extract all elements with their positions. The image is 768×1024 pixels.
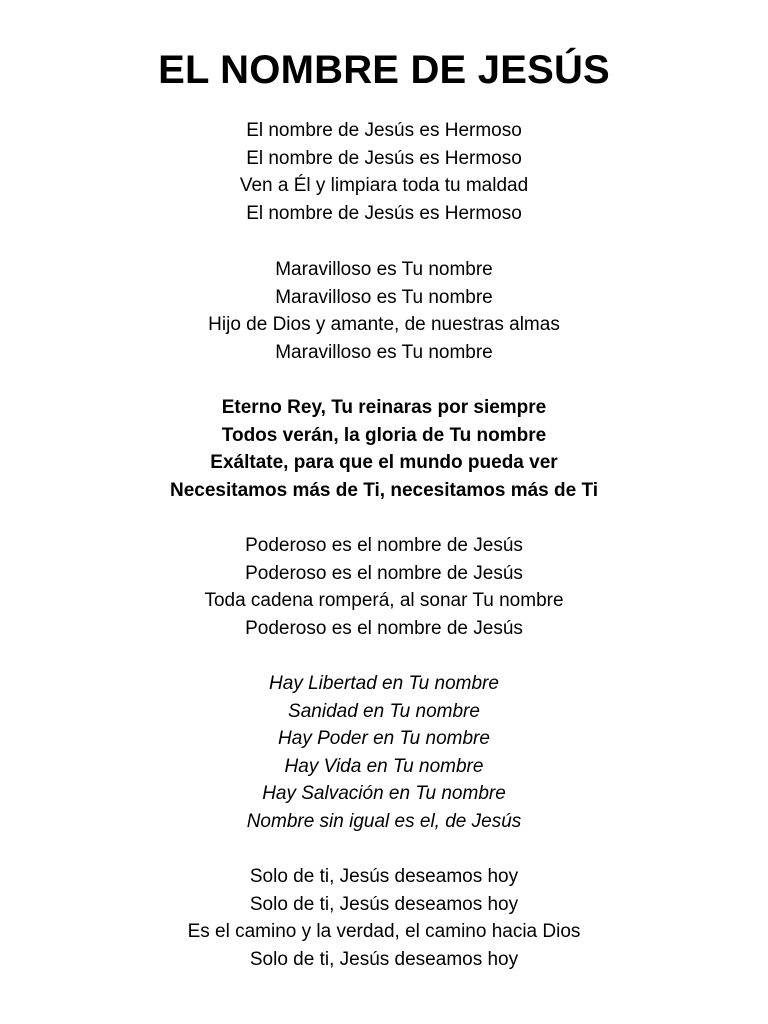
stanza-3-chorus [0, 394, 768, 504]
lyric-line: Solo de ti, Jesús deseamos hoy [249, 893, 519, 915]
lyric-line: Sanidad en Tu nombre [288, 700, 480, 722]
lyric-line: Es el camino y la verdad, el camino hacia Dios [187, 921, 581, 943]
song-title: EL NOMBRE DE JESÚS [158, 48, 610, 92]
lyric-line: Toda cadena romperá, al sonar Tu nombre [204, 590, 564, 612]
stanza-5-bridge [0, 670, 768, 836]
lyric-line: Poderoso es el nombre de Jesús [245, 535, 523, 556]
lyric-line: Poderoso es el nombre de Jesús [245, 617, 523, 639]
lyric-line: Nombre sin igual es el, de Jesús [246, 810, 522, 832]
lyric-line: Ven a Él y limpiara toda tu maldad [239, 175, 529, 197]
stanza-4 [0, 532, 768, 642]
lyric-line: Eterno Rey, Tu reinaras por siempre [221, 397, 547, 418]
lyric-line: Hay Poder en Tu nombre [278, 728, 490, 750]
lyric-line: Exáltate, para que el mundo pueda ver [210, 452, 558, 474]
lyric-line: Hay Salvación en Tu nombre [262, 783, 506, 805]
lyric-line: El nombre de Jesús es Hermoso [246, 202, 522, 224]
lyric-line: Poderoso es el nombre de Jesús [245, 562, 523, 584]
lyric-line: Hay Vida en Tu nombre [284, 755, 484, 777]
stanza-6 [0, 863, 768, 973]
lyric-line: El nombre de Jesús es Hermoso [246, 120, 522, 141]
lyric-line: El nombre de Jesús es Hermoso [246, 147, 522, 169]
lyric-line: Maravilloso es Tu nombre [275, 341, 493, 363]
lyric-line: Solo de ti, Jesús deseamos hoy [249, 948, 519, 970]
lyric-line: Solo de ti, Jesús deseamos hoy [249, 866, 519, 887]
lyric-line: Maravilloso es Tu nombre [275, 259, 493, 280]
lyric-line: Hijo de Dios y amante, de nuestras almas [208, 314, 560, 336]
lyric-line: Hay Libertad en Tu nombre [269, 673, 499, 694]
lyric-line: Necesitamos más de Ti, necesitamos más de Ti [169, 479, 599, 501]
lyric-line: Maravilloso es Tu nombre [275, 286, 493, 308]
stanza-1 [0, 117, 768, 227]
stanza-2 [0, 256, 768, 366]
lyric-line: Todos verán, la gloria de Tu nombre [221, 424, 547, 446]
